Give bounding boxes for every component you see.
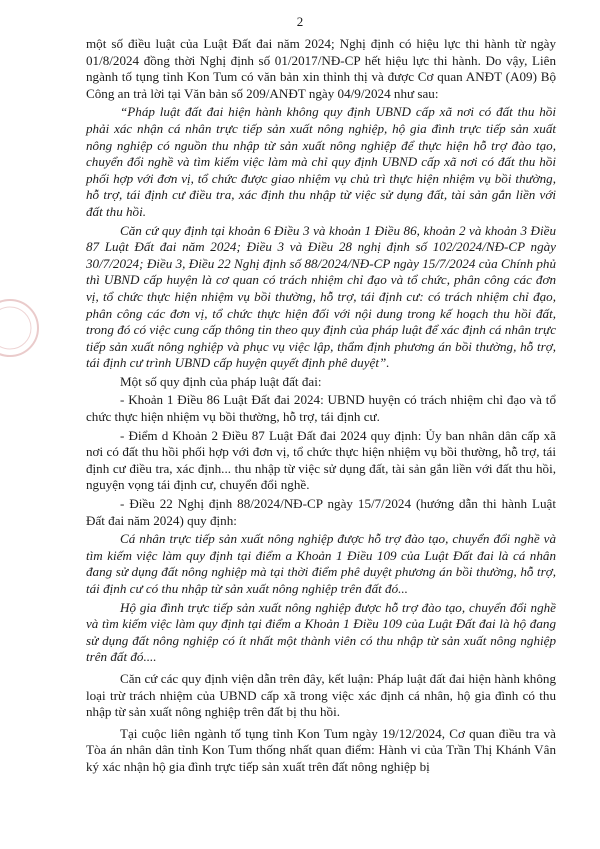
paragraph-regulation-3: - Điều 22 Nghị định 88/2024/NĐ-CP ngày 15/7/2024 (hướng dẫn thi hành Luật Đất đai năm 2024) quy định: — [86, 496, 556, 528]
paragraph-regulation-quote-2: Hộ gia đình trực tiếp sản xuất nông nghiệp được hỗ trợ đào tạo, chuyển đổi nghề và tìm kiếm việc làm quy định tại điểm a Khoản 1 Điều 109 của Luật Đất đai là hộ đang sử dụng đất nông nghiệp có ít nhất một thành viên có thu nhập từ sản xuất nông nghiệp trên đất đó.... — [86, 599, 556, 665]
paragraph-regulations-heading: Một số quy định của pháp luật đất đai: — [120, 373, 322, 389]
red-seal-stamp-icon — [0, 296, 42, 360]
paragraph-quote-1: “Pháp luật đất đai hiện hành không quy định UBND cấp xã nơi có đất thu hồi phải xác nhận cá nhân trực tiếp sản xuất nông nghiệp, hộ gia đình trực tiếp sản xuất nông nghiệp có nguồn thu nhập từ sản xuất nông nghiệp để thực hiện hỗ trợ đào tạo, chuyển đổi nghề và tìm kiếm việc làm mà chỉ quy định UBND cấp xã nơi có đất thu hồi phối hợp với đơn vị, tổ chức được giao nhiệm vụ chủ trì thực hiện nhiệm vụ bồi thường, hỗ trợ, tái định cư điều tra, xác định thu nhập từ việc sử dụng đất, tài sản gắn liền với đất thu hồi. — [86, 104, 556, 219]
paragraph-intro: một số điều luật của Luật Đất đai năm 2024; Nghị định có hiệu lực thi hành từ ngày 01/8/2024 đồng thời Nghị định số 01/2017/NĐ-CP hết hiệu lực thi hành. Do vậy, Liên ngành tố tụng tỉnh Kon Tum có văn bản xin thỉnh thị và được Cơ quan ANĐT (A09) Bộ Công an trả lời tại Văn bản số 209/ANĐT ngày 04/9/2024 như sau: — [86, 36, 556, 101]
document-body — [86, 36, 556, 778]
page-number: 2 — [296, 14, 304, 29]
paragraph-conclusion: Căn cứ các quy định viện dẫn trên đây, kết luận: Pháp luật đất đai hiện hành không loại trừ trách nhiệm của UBND cấp xã trong việc xác định cá nhân, hộ gia đình có thu nhập từ sản xuất nông nghiệp trên đất bị thu hồi. — [86, 670, 556, 720]
paragraph-meeting: Tại cuộc liên ngành tố tụng tỉnh Kon Tum ngày 19/12/2024, Cơ quan điều tra và Tòa án nhân dân tỉnh Kon Tum thống nhất quan điểm: Hành vi của Trần Thị Khánh Vân ký xác nhận hộ gia đình trực tiếp sản xuất trên đất nông nghiệp bị — [86, 725, 556, 774]
paragraph-quote-2: Căn cứ quy định tại khoản 6 Điều 3 và khoản 1 Điều 86, khoản 2 và khoản 3 Điều 87 Luật Đất đai năm 2024; Điều 3 và Điều 28 nghị định số 102/2024/NĐ-CP ngày 30/7/2024; Điều 3, Điều 22 Nghị định số 88/2024/NĐ-CP ngày 15/7/2024 của Chính phủ thì UBND cấp huyện là cơ quan có trách nhiệm chỉ đạo và tổ chức, phân công các đơn vị, tổ chức thực hiện nhiệm vụ bồi thường, hỗ trợ, tái định cư: có trách nhiệm chỉ đạo, phân công các đơn vị, tổ chức thực hiện đối với nội dung trong kế hoạch thu hồi đất, trong đó có việc cung cấp thông tin theo quy định của pháp luật để xác định cá nhân trực tiếp sản xuất nông nghiệp và phục vụ việc lập, thẩm định phương án bồi thường, hỗ trợ, tái định cư trình UBND cấp huyện quyết định phê duyệt”. — [86, 222, 556, 371]
paragraph-regulation-2: - Điểm d Khoản 2 Điều 87 Luật Đất đai 2024 quy định: Ủy ban nhân dân cấp xã nơi có đất thu hồi phối hợp với đơn vị, tổ chức thực hiện nhiệm vụ bồi thường, hỗ trợ, tái định cư điều tra, xác định... thu nhập từ việc sử dụng đất, tài sản gắn liền với đất thu hồi, nguyện vọng tái định cư, chuyển đổi nghề. — [86, 427, 556, 493]
paragraph-regulation-1: - Khoản 1 Điều 86 Luật Đất đai 2024: UBND huyện có trách nhiệm chỉ đạo và tổ chức thực hiện nhiệm vụ bồi thường, hỗ trợ, tái định cư. — [86, 392, 556, 425]
paragraph-regulation-quote-1: Cá nhân trực tiếp sản xuất nông nghiệp được hỗ trợ đào tạo, chuyển đổi nghề và tìm kiếm việc làm quy định tại điểm a Khoản 1 Điều 109 của Luật Đất đai là cá nhân đang sử dụng đất nông nghiệp mà tại thời điểm phê duyệt phương án bồi thường, hỗ trợ, tái định cư có thu nhập từ sản xuất nông nghiệp trên đất đó... — [86, 531, 556, 596]
